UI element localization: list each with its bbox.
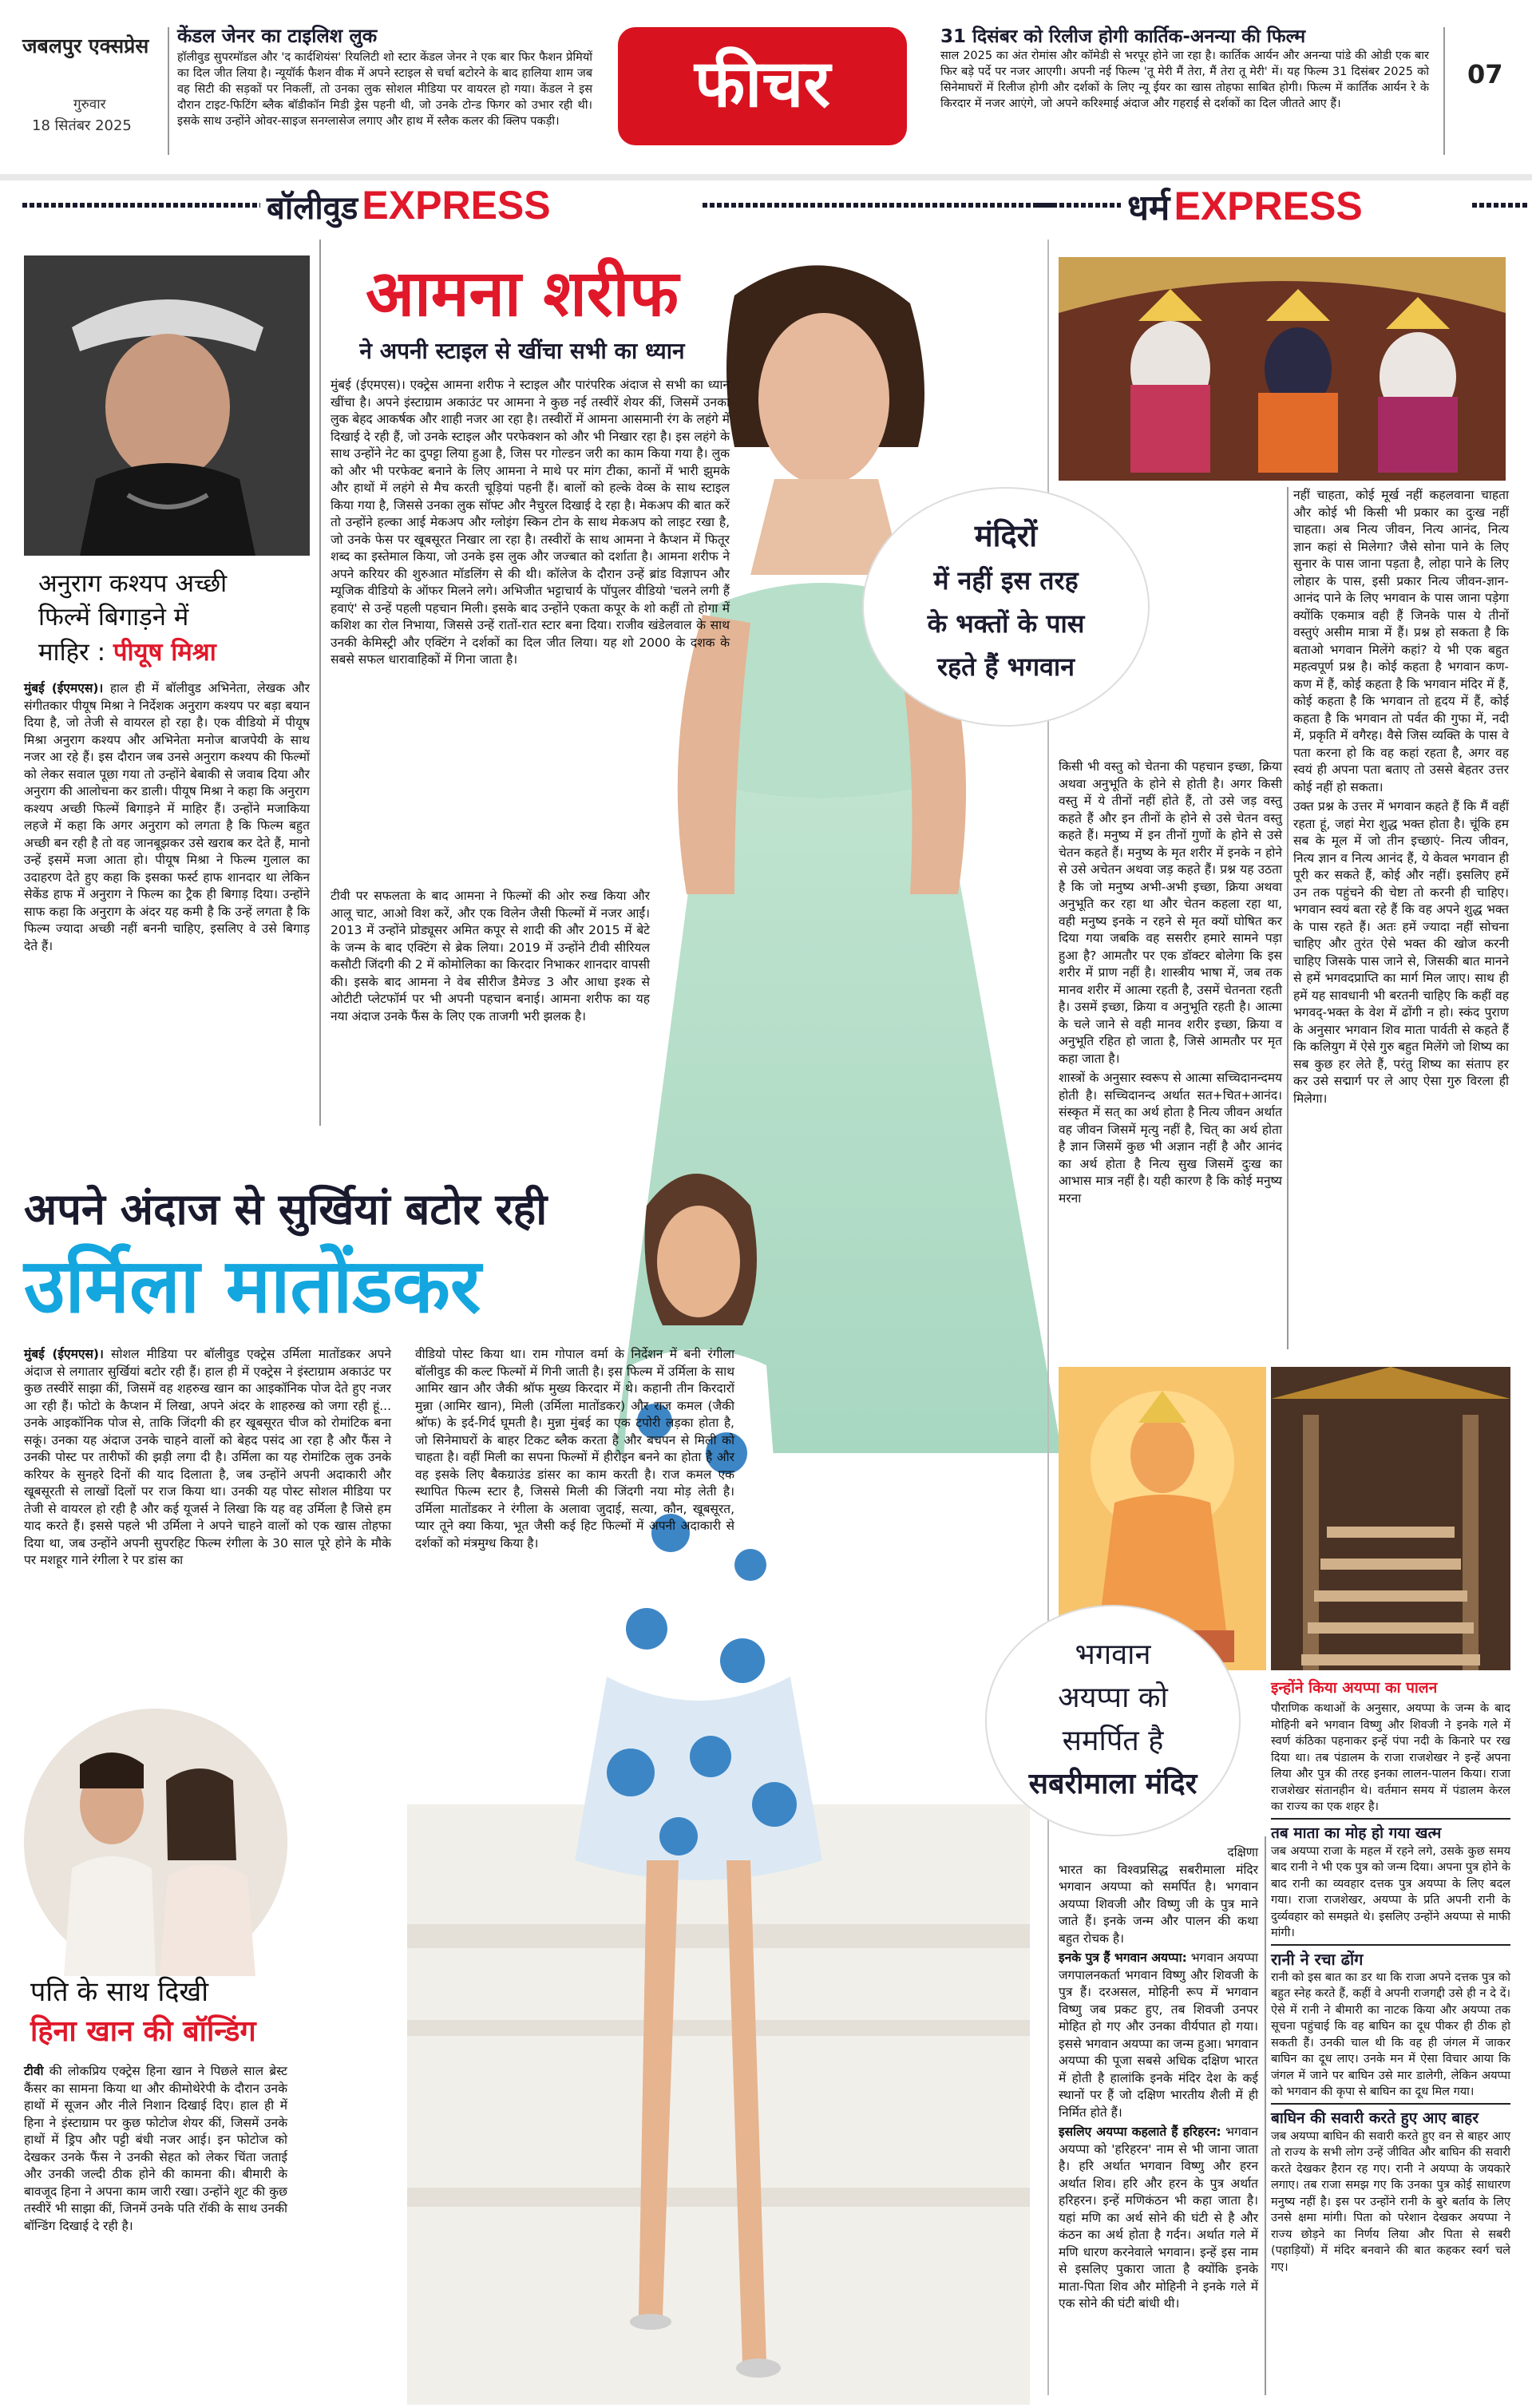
ayyappa-headline-line4: सबरीमाला मंदिर <box>1028 1768 1197 1800</box>
ayyappa-body-p1: भारत का विश्वप्रसिद्ध सबरीमाला मंदिर भगवान अयप्पा को समर्पित है। भगवान अयप्पा शिवजी और विष्णु जी के पुत्र माने जाते हैं। इनके जन्म और पालन की कथा बहुत रोचक है। <box>1059 1862 1258 1946</box>
hina-khan-photo <box>24 1709 287 1976</box>
ayyappa-headline-line2: अयप्पा को <box>1058 1681 1168 1714</box>
piyush-headline-name: पीयूष मिश्रा <box>113 638 216 667</box>
hina-lead: टीवी <box>24 2064 44 2078</box>
ayyappa-side-p4: जब अयप्पा बाघिन की सवारी करते हुए वन से बाहर आए तो राज्य के सभी लोग उन्हें जीवित और बाघिन की सवारी करते देखकर हैरान रह गए। रानी ने अयप्पा के जयकारे लगाए। तब राजा समझ गए कि उनका पुत्र कोई साधारण मनुष्य नहीं है। इस पर उन्होंने रानी के बुरे बर्ताव के लिए उनसे क्षमा मांगी। पिता को परेशान देखकर अयप्पा ने राज्य छोड़ने का निर्णय लिया और पिता से सबरी (पहाड़ियों) में मंदिर बनवाने की बात कहकर स्वर्ग चले गए। <box>1271 2129 1510 2274</box>
mandir-col1-p1: किसी भी वस्तु को चेतना की पहचान इच्छा, क्रिया अथवा अनुभूति के होने से होती है। अगर किसी वस्तु में ये तीनों नहीं होते हैं, तो उसे जड़ वस्तु कहते हैं और इन तीनों के होने से उसे चेतन वस्तु कहते हैं। मनुष्य में इन तीनों गुणों के होने से उसे चेतन कहते हैं। मनुष्य के मृत शरीर में इनके न होने से उसे अचेतन अथवा जड़ कहते हैं। प्रश्न यह उठता है कि जो मनुष्य अभी-अभी इच्छा, क्रिया अथवा अनुभूति कर रहा था और चेतन कहला रहा था, वही मनुष्य इनके न रहने से मृत क्यों घोषित कर दिया गया जबकि वह ससरीर हमारे सामने पड़ा हुआ है? आमतौर पर एक डॉक्टर बोलेगा कि इस शरीर में प्राण नहीं है। शास्त्रीय भाषा में, जब तक मानव शरीर में आत्मा रहती है, उसमें चेतनता रहती है। उसमें इच्छा, क्रिया व अनुभूति रहती है। आत्मा के चले जाने से वही मानव शरीर इच्छा, क्रिया व अनुभूति रहित हो जाता है, जिसे आमतौर पर मृत कहा जाता है। <box>1059 759 1282 1066</box>
urmila-kicker: अपने अंदाज से सुर्खियां बटोर रही <box>24 1184 548 1234</box>
dharm-label-hi: धर्म <box>1127 188 1170 228</box>
masthead-divider-right <box>1443 27 1445 155</box>
aamna-body-p2: टीवी पर सफलता के बाद आमना ने फिल्मों की ओर रुख किया और आलू चाट, आओ विश करें, और एक विलेन जैसी फिल्मों में नजर आईं। 2013 में उन्होंने प्रोड्यूसर अमित कपूर से शादी की और 2015 में बेटे के जन्म के बाद एक्टिंग से ब्रेक लिया। 2019 में उन्होंने टीवी सीरियल कसौटी जिंदगी की 2 में कोमोलिका का किरदार निभाकर शानदार वापसी की। इसके बाद आमना ने वेब सीरीज डैमेज्ड 3 और आधा इश्क से ओटीटी प्लेटफॉर्म पर भी अपनी पहचान बनाई। आमना शरीफ का यह नया अंदाज उनके फैंस के लिए एक ताजगी भरी झलक है। <box>331 889 650 1024</box>
mandir-body-col1 <box>1059 758 1282 1349</box>
mandir-headline-line1: मंदिरों <box>974 518 1038 553</box>
mandir-headline-line2: में नहीं इस तरह <box>933 565 1079 596</box>
piyush-mishra-photo <box>24 255 310 556</box>
bollywood-header-rule <box>22 203 260 208</box>
urmila-headline: उर्मिला मातोंडकर <box>24 1243 481 1330</box>
mandir-col2-p1: नहीं चाहता, कोई मूर्ख नहीं कहलवाना चाहता और कोई भी किसी भी प्रकार का दुःख नहीं चाहता। अब नित्य जीवन, नित्य आनंद, नित्य ज्ञान कहां से मिलेगा? जैसे सोना पाने के लिए सुनार के पास जाना पड़ता है, लोहा पाने के लिए लोहार के पास, इसी प्रकार नित्य जीवन-ज्ञान-आनंद पाने के लिए भगवान के पास जाना पड़ेगा क्योंकि एकमात्र वही हैं जिनके पास ये तीनों वस्तुएं असीम मात्रा में हैं। प्रश्न हो सकता है कि बताओ भगवान मिलेंगे कहां? ये भी एक बहुत महत्वपूर्ण प्रश्न है। कोई कहता है भगवान कण-कण में हैं, कोई कहता है कि भगवान मंदिर में हैं, कोई कहता है कि भगवान तो हृदय में हैं, कोई कहता है कि भगवान तो पर्वत की गुफा में, नदी में, प्रकृति में वगैरह। वैसे जिस व्यक्ति के पास वे पता करना हो कि वह कहां रहता है, अगर वह स्वयं ही अपना पता बताए तो उससे बेहतर उत्तर कोई नहीं हो सकता। <box>1293 488 1509 794</box>
hina-body-text: की लोकप्रिय एक्ट्रेस हिना खान ने पिछले साल ब्रेस्ट कैंसर का सामना किया था और कीमोथेरेपी के दौरान उनके हाथों में सूजन और नीले निशान दिखाई दिए। हाल ही में हिना ने इंस्टाग्राम पर कुछ फोटोज शेयर कीं, जिसमें उनके हाथों में ड्रिप और पट्टी बंधी नजर आई। इन फोटोज को देखकर उनके फैंस ने उनकी सेहत को लेकर चिंता जताई और उनकी जल्दी ठीक होने की कामना की। बीमारी के बावजूद हिना ने अपना काम जारी रखा। उन्होंने शूट की कुछ तस्वीरें भी साझा कीं, जिनमें उनके पति रॉकी के साथ उनकी बॉन्डिंग दिखाई दे रही है। <box>24 2064 287 2233</box>
mandir-headline-box <box>862 487 1150 727</box>
piyush-headline-line3 <box>38 636 310 669</box>
mandir-body-col2 <box>1293 487 1509 1349</box>
piyush-article-body <box>24 680 310 1115</box>
ayyappa-photo-caption: इन्होंने किया अयप्पा का पालन <box>1271 1679 1438 1697</box>
bollywood-header-rule-right <box>703 203 1054 208</box>
col-divider-ayyappa <box>1265 1836 1266 2395</box>
masthead-rule <box>0 174 1532 180</box>
piyush-mishra-portrait <box>24 255 310 556</box>
ayyappa-side-column <box>1271 1701 1510 2395</box>
ayyappa-body-h2: इसलिए अयप्पा कहलाते हैं हरिहरन: <box>1059 2125 1221 2139</box>
ayyappa-side-p1: पौराणिक कथाओं के अनुसार, अयप्पा के जन्म के बाद मोहिनी बने भगवान विष्णु और शिवजी ने इनके गले में स्वर्ण कंठिका पहनाकर इन्हें पंपा नदी के किनारे पर रख दिया था। तब पंडालम के राजा राजशेखर ने इन्हें अपना लिया और पुत्र की तरह इनका लालन-पालन किया। राजा राजशेखर संतानहीन थे। वर्तमान समय में पंडालम केरल का राज्य का एक शहर है। <box>1271 1702 1510 1813</box>
temple-deities-photo <box>1059 257 1506 481</box>
col-divider-dharm <box>1287 487 1289 1349</box>
hina-headline-line2: हिना खान की बॉन्डिंग <box>30 2015 256 2048</box>
mandir-headline-line4: रहते हैं भगवान <box>937 652 1075 682</box>
sabarimala-temple-photo <box>1271 1367 1510 1670</box>
masthead-divider-left <box>168 27 169 155</box>
ayyappa-headline-box <box>985 1605 1241 1836</box>
ayyappa-body-p3: भगवान अयप्पा को 'हरिहरन' नाम से भी जाना जाता है। हरि अर्थात भगवान विष्णु और हरन अर्थात शिव। हरि और हरन के पुत्र अर्थात हरिहरन। इन्हें मणिकंठन भी कहा जाता है। यहां मणि का अर्थ सोने की घंटी से है और कंठन का अर्थ होता है गर्दन। अर्थात गले में मणि धारण करनेवाले भगवान। इन्हें इस नाम से इसलिए पुकारा जाता है क्योंकि इनके माता-पिता शिव और मोहिनी ने इनके गले में एक सोने की घंटी बांधी थी। <box>1059 2125 1258 2311</box>
ayyappa-body-p2: भगवान अयप्पा जगपालनकर्ता भगवान विष्णु और शिवजी के पुत्र हैं। दरअसल, मोहिनी रूप में भगवान विष्णु जब प्रकट हुए, तब शिवजी उनपर मोहित हो गए और उनका वीर्यपात हो गया। इससे भगवान अयप्पा का जन्म हुआ। भगवान अयप्पा की पूजा सबसे अधिक दक्षिण भारत में होती है हालांकि इनके मंदिर देश के कई स्थानों पर हैं जो दक्षिण भारतीय शैली में ही निर्मित होते हैं। <box>1059 1951 1258 2120</box>
urmila-matondkar-photo <box>407 1118 1030 2405</box>
ayyappa-side-p3: रानी को इस बात का डर था कि राजा अपने दत्तक पुत्र को बहुत स्नेह करते हैं, कहीं वे अपनी राजगद्दी उसे ही न दे दें। ऐसे में रानी ने बीमारी का नाटक किया और अयप्पा तक सूचना पहुंचाई कि वह बाघिन का दूध पीकर ही ठीक हो सकती हैं। उनकी चाल थी कि वह ही जंगल में जाकर बाघिन का दूध लाए। उनके मन में ऐसा विचार आया कि जंगल में जाने पर बाघिन उसे मार डालेगी, लेकिन अयप्पा को भगवान की कृपा से बाघिन का दूध मिल गया। <box>1271 1970 1510 2098</box>
aamna-body-p1: मुंबई (ईएमएस)। एक्ट्रेस आमना शरीफ ने स्टाइल और पारंपरिक अंदाज से सभी का ध्यान खींचा है। अपने इंस्टाग्राम अकाउंट पर आमना ने कुछ नई तस्वीरें शेयर कीं, जिसमें उनका लुक बेहद आकर्षक और शाही नजर आ रहा है। तस्वीरों में आमना आसमानी रंग के लहंगे में दिखाई दे रही हैं, जो उनके स्टाइल और परफेक्शन को और भी निखार रहा है। इस लहंगे के साथ उन्होंने नेट का दुपट्टा लिया हुआ है, जिस पर गोल्डन जरी का काम किया गया है। लुक को और भी परफेक्ट बनाने के लिए आमना ने माथे पर मांग टीका, कानों में भारी झुमके और हाथों में लहंगे से मैच करती चूड़ियां पहनी हैं। बालों को हल्के वेव्स के साथ स्टाइल किया गया है, जिससे उनका लुक सॉफ्ट और नैचुरल दिखाई दे रहा है। मेकअप की बात करें तो उन्होंने हल्का आई मेकअप और ग्लोइंग स्किन टोन के साथ मेकअप को लाइट रखा है, जो उनके फेस पर खूबसूरत निखार ला रहा है। तस्वीरों के साथ आमना ने कैप्शन में फितूर शब्द का इस्तेमाल किया, जो उनके इस लुक और जज्बात को दर्शाता है। आमना शरीफ ने अपने करियर की शुरुआत मॉडलिंग से की थी। कॉलेज के दौरान उन्हें ब्रांड विज्ञापन और म्यूजिक वीडियो के ऑफर मिलने लगे। अभिजीत भट्टाचार्य के पॉपुलर वीडियो 'चलने लगी हैं हवाएं' से उन्हें पहली पहचान मिली। इसके बाद उन्होंने एकता कपूर के शो कहीं तो होगा में कशिश का रोल निभाया, जिससे उन्हें रातों-रात स्टार बना दिया। राजीव खंडेलवाल के साथ उनकी केमिस्ट्री और एक्टिंग ने दर्शकों का दिल जीत लिया। यह शो 2000 के दशक के सबसे सफल धारावाहिकों में गिना जाता है। <box>331 378 730 667</box>
day: गुरुवार <box>73 97 106 113</box>
piyush-dateline: मुंबई (ईएमएस)। <box>24 681 104 695</box>
aamna-subheadline: ने अपनी स्टाइल से खींचा सभी का ध्यान <box>359 338 685 364</box>
right-teaser-body: साल 2025 का अंत रोमांस और कॉमेडी से भरपूर होने जा रहा है। कार्तिक आर्यन और अनन्या पांडे की ओडी एक बार फिर बड़े पर्दे पर नजर आएगी। अपनी नई फिल्म 'तू मेरी मैं तेरा, मैं तेरा तू मेरी' में। यह फिल्म 31 दिसंबर 2025 को सिनेमाघरों में रिलीज होगी और दर्शकों के लिए न्यू ईयर का खास तोहफा साबित होगी। फिल्म में कार्तिक आर्यन रे के किरदार में नजर आएंगे, जो अपने करिश्माई अंदाज और गहराई से दर्शकों का दिल जीतते आए हैं। <box>940 50 1429 110</box>
dharm-header-rule-right <box>1472 203 1528 208</box>
date: 18 सितंबर 2025 <box>32 117 132 134</box>
right-teaser-title: 31 दिसंबर को रिलीज होगी कार्तिक-अनन्या की फिल्म <box>940 26 1306 47</box>
hina-headline-box <box>30 1972 286 2060</box>
dharm-section-header <box>1127 182 1463 227</box>
ayyappa-headline-line3: समर्पित है <box>1062 1725 1164 1757</box>
section-badge <box>618 27 907 145</box>
ayyappa-side-p2: जब अयप्पा राजा के महल में रहने लगे, उसके कुछ समय बाद रानी ने भी एक पुत्र को जन्म दिया। अपना पुत्र होने के बाद रानी का व्यवहार दत्तक पुत्र अयप्पा के लिए बदल गया। राजा राजशेखर, अयप्पा के प्रति अपनी रानी के दुर्व्यवहार को समझते थे। इसलिए उन्होंने अयप्पा से माफी मांगी। <box>1271 1844 1510 1939</box>
mandir-col1-p2: शास्त्रों के अनुसार स्वरूप से आत्मा सच्चिदानन्दमय होती है। सच्चिदानन्द अर्थात सत+चित+आनंद। संस्कृत में सत् का अर्थ होता है नित्य जीवन अर्थात वह जीवन जिसमें मृत्यु नहीं है, चित् का अर्थ होता है ज्ञान जिसमें कुछ भी अज्ञान नहीं है और आनंद का अर्थ होता है नित्य सुख जिसमें दुःख का आभास मात्र नहीं है। यही कारण है कि कोई मनुष्य मरना <box>1059 1071 1282 1206</box>
left-teaser-body: हॉलीवुड सुपरमॉडल और 'द कार्दशियंस' रियलिटी शो स्टार केंडल जेनर ने एक बार फिर फैशन प्रेमियों का दिल जीत लिया है। न्यूयॉर्क फैशन वीक में अपने स्टाइल से चर्चा बटोरने के बाद हालिया शाम जब वह सिटी की सड़कों पर निकलीं, तो उनका लुक सोशल मीडिया पर वायरल हो गया। केंडल ने इस दौरान टाइट-फिटिंग ब्लैक बॉडीकॉन मिडी ड्रेस पहनी थी, जो उनके टोन्ड फिगर को उभार रही थी। इसके साथ उन्होंने ओवर-साइज सनग्लासेज लगाए और हाथ में स्लैक कलर की क्लिप पकड़ी। <box>177 51 592 128</box>
ayyappa-headline-line1: भगवान <box>1075 1638 1151 1671</box>
ayyappa-side-h4: बाघिन की सवारी करते हुए आए बाहर <box>1271 2103 1510 2129</box>
urmila-body-left-text: सोशल मीडिया पर बॉलीवुड एक्ट्रेस उर्मिला मातोंडकर अपने अंदाज से लगातार सुर्खियां बटोर रही हैं। हाल ही में एक्ट्रेस ने इंस्टाग्राम अकाउंट पर कुछ तस्वीरें साझा कीं, जिसमें वह शहरुख खान का आइकॉनिक पोज देते हुए नजर आ रही हैं। फोटो के कैप्शन में लिखा, अपने अंदर के शाहरुख को जगा रही हूं... उनके आइकॉनिक पोज से, ताकि जिंदगी की हर खूबसूरत चीज को रोमांटिक बना सकूं। उनका यह अंदाज उनके चाहने वालों को बेहद पसंद आ रहा है और फैंस ने उनकी पोस्ट पर तारीफों की झड़ी लगा दी है। उर्मिला का यह रोमांटिक लुक उनके करियर के सुनहरे दिनों की याद दिलाता है, जब उन्होंने अपनी अदाकारी और खूबसूरती से लाखों दिलों पर राज किया था। उनकी यह पोस्ट सोशल मीडिया पर तेजी से वायरल हो रही है और कई यूजर्स ने लिखा कि यह वह उर्मिला है जिसे हम याद करते हैं। इससे पहले भी उर्मिला ने अपने चाहने वालों को एक खास तोहफा दिया था, जब उन्होंने अपनी सुपरहिट फिल्म रंगीला के 30 साल पूरे होने के मौके पर मशहूर गाने रंगीला रे पर डांस का <box>24 1347 391 1567</box>
aamna-headline: आमना शरीफ <box>365 256 679 331</box>
piyush-headline-prefix: माहिर : <box>38 638 113 667</box>
dharm-header-rule <box>1038 203 1121 208</box>
hina-khan-couple <box>24 1709 287 1976</box>
urmila-body-right: वीडियो पोस्ट किया था। राम गोपाल वर्मा के निर्देशन में बनी रंगीला बॉलीवुड की कल्ट फिल्मों में गिनी जाती है। इस फिल्म में उर्मिला के साथ आमिर खान और जैकी श्रॉफ मुख्य किरदार में थे। कहानी तीन किरदारों मुन्ना (आमिर खान), मिली (उर्मिला मातोंडकर) और राज कमल (जैकी श्रॉफ) के इर्द-गिर्द घूमती है। मुन्ना मुंबई का एक टपोरी लड़का होता है, जो सिनेमाघरों के बाहर टिकट ब्लैक करता है और बचपन से मिली को चाहता है। वहीं मिली का सपना फिल्मों में हीरोइन बनने का होता है और वह इसके लिए बैकग्राउंड डांसर का काम करती है। राज कमल एक स्थापित फिल्म स्टार है, जिससे मिली की जिंदगी नया मोड़ लेती है। उर्मिला मातोंडकर ने रंगीला के अलावा जुदाई, सत्या, कौन, खूबसूरत, प्यार तूने क्या किया, भूत जैसी कई हिट फिल्मों में अपनी अदाकारी से दर्शकों को मंत्रमुग्ध किया है। <box>415 1347 734 1551</box>
hina-article-body <box>24 2063 287 2398</box>
ayyappa-side-h3: रानी ने रचा ढोंग <box>1271 1944 1510 1970</box>
urmila-dateline: मुंबई (ईएमएस)। <box>24 1347 104 1361</box>
urmila-body-left <box>24 1346 391 1567</box>
paper-name: जबलपुर एक्सप्रेस <box>22 34 149 57</box>
urmila-figure <box>407 1118 1030 2405</box>
mandir-headline-line3: के भक्तों के पास <box>927 608 1085 639</box>
col-divider-1 <box>319 240 321 1126</box>
bollywood-label-en: EXPRESS <box>362 183 551 228</box>
masthead <box>0 0 1532 168</box>
bollywood-label-hi: बॉलीवुड <box>267 190 358 227</box>
ayyappa-body <box>1059 1844 1258 2395</box>
piyush-body-text: हाल ही में बॉलीवुड अभिनेता, लेखक और संगीतकार पीयूष मिश्रा ने निर्देशक अनुराग कश्यप पर बड़ा बयान दिया है, जो तेजी से वायरल हो रहा है। एक वीडियो में पीयूष मिश्रा अनुराग कश्यप और अभिनेता मनोज बाजपेयी के साथ नजर आ रहे हैं। इस दौरान जब उनसे अनुराग कश्यप की फिल्मों को लेकर सवाल पूछा गया तो उन्होंने बेबाकी से जवाब दिया और अनुराग की आलोचना कर डाली। पीयूष मिश्रा ने कहा कि अनुराग कश्यप अच्छी फिल्में बिगाड़ने में माहिर हैं। उन्होंने मजाकिया लहजे में कहा कि अगर अनुराग को लगता है कि फिल्म बहुत अच्छी बन रही है तो वह जानबूझकर उसे खराब कर देते हैं, मानो उन्हें इसमें मजा आता हो। पीयूष मिश्रा ने फिल्म गुलाल का उदाहरण देते हुए कहा कि इसका फर्स्ट हाफ शानदार था लेकिन सेकेंड हाफ में अनुराग ने फिल्म का ट्रैक ही बिगाड़ दिया। उन्होंने साफ कहा कि अनुराग के अंदर यह कमी है कि उन्हें लगता है कि फिल्म ज्यादा अच्छी नहीं बननी चाहिए, इसलिए वे उसे बिगाड़ देते हैं। <box>24 681 310 953</box>
deity-idols <box>1059 257 1506 481</box>
ayyappa-body-title: दक्षिणा <box>1227 1845 1258 1859</box>
bollywood-section-header <box>267 182 714 227</box>
ayyappa-side-h2: तब माता का मोह हो गया खत्म <box>1271 1818 1510 1844</box>
dharm-label-en: EXPRESS <box>1174 184 1363 228</box>
section-title: फीचर <box>694 46 831 122</box>
page-number: 07 <box>1467 59 1503 89</box>
piyush-headline-line1: अनुराग कश्यप अच्छी <box>38 569 228 598</box>
temple-stairs <box>1271 1367 1510 1670</box>
mandir-col2-p2: उक्त प्रश्न के उत्तर में भगवान कहते हैं कि मैं वहीं रहता हूं, जहां मेरा शुद्ध भक्त होता है। चूंकि हम सब के मूल में जो तीन इच्छाएं- नित्य जीवन, नित्य ज्ञान व नित्य आनंद हैं, ये केवल भगवान ही पूरी कर सकते हैं, कोई और नहीं। इसलिए हमें उन तक पहुंचने की चेष्टा तो करनी ही चाहिए। भगवान स्वयं बता रहे हैं कि वह अपने शुद्ध भक्त के पास रहते हैं। अतः हमें ज्यादा नहीं सोचना चाहिए और तुरंत ऐसे भक्त की खोज करनी चाहिए जिसके पास जाने से, जिसकी बात मानने से हमें भगवदप्राप्ति का मार्ग मिल जाए। साथ ही हमें यह सावधानी भी बरतनी चाहिए कि कहीं वह भगवद्-भक्त के वेश में ढोंगी न हो। स्कंद पुराण के अनुसार भगवान शिव माता पार्वती से कहते हैं कि कलियुग में ऐसे गुरु बहुत मिलेंगे जो शिष्य का सब कुछ हर लेते हैं, परंतु शिष्य का संताप हर कर उसे सद्मार्ग पर ले आए ऐसा गुरु विरला ही मिलेगा। <box>1293 799 1509 1106</box>
ayyappa-body-h1: इनके पुत्र हैं भगवान अयप्पा: <box>1059 1951 1187 1965</box>
piyush-headline-line2: फिल्में बिगाड़ने में <box>38 603 189 632</box>
left-teaser-title: केंडल जेनर का टाइलिश लुक <box>177 25 378 47</box>
hina-headline-line1: पति के साथ दिखी <box>30 1976 209 2008</box>
